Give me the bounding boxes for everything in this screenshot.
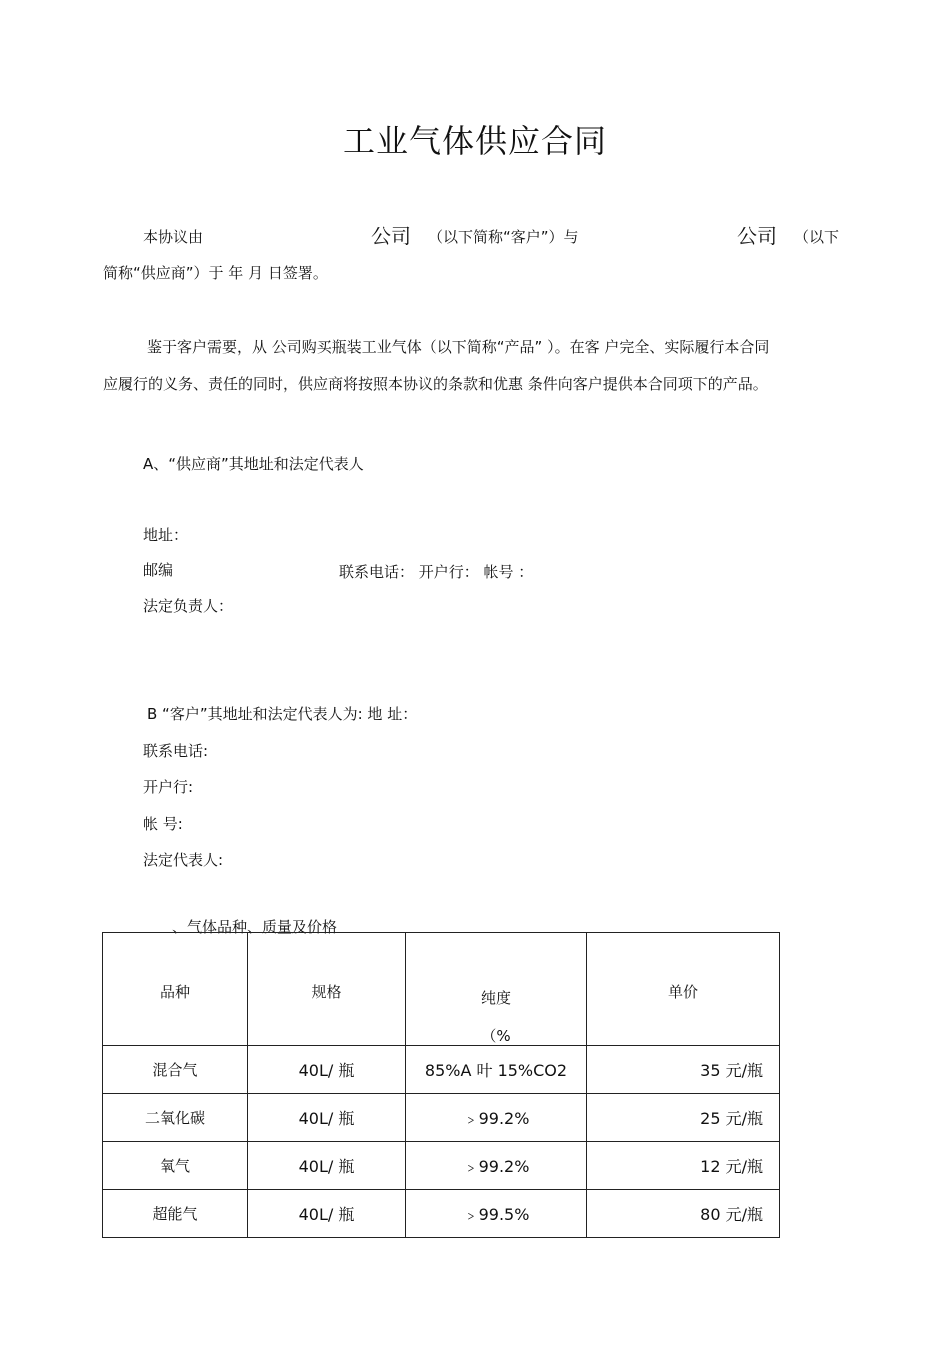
- table-row: [103, 1094, 780, 1142]
- customer-phone-label: 联系电话:: [143, 742, 209, 760]
- customer-account-label: 帐 号:: [143, 815, 183, 833]
- row-variety: 二氧化碳: [103, 1094, 248, 1142]
- row-price: 80 元/瓶: [587, 1190, 780, 1238]
- supplier-postcode-label: 邮编: [143, 561, 174, 579]
- header-variety-cell: [103, 933, 248, 1046]
- header-price: 单价: [667, 983, 698, 1001]
- row-purity: ﹥99.5%: [406, 1190, 587, 1238]
- table-row: [103, 1190, 780, 1238]
- intro-prefix: 本协议由: [143, 228, 204, 246]
- intro-suffix: （以下: [794, 228, 840, 246]
- row-variety: 混合气: [103, 1046, 248, 1094]
- row-price: 25 元/瓶: [587, 1094, 780, 1142]
- row-price: 12 元/瓶: [587, 1142, 780, 1190]
- header-purity: 纯度: [480, 989, 511, 1007]
- row-spec: 40L/ 瓶: [248, 1046, 406, 1094]
- header-purity-unit: （%: [481, 1027, 511, 1045]
- row-purity: ﹥99.2%: [406, 1142, 587, 1190]
- section-a-heading: A、“供应商”其地址和法定代表人: [143, 455, 364, 473]
- row-variety: 氧气: [103, 1142, 248, 1190]
- supplier-legal-person-label: 法定负责人：: [143, 597, 234, 615]
- header-spec-cell: [248, 933, 406, 1046]
- supplier-phone-bank-account-label: 联系电话： 开户行： 帐号 ：: [339, 563, 534, 581]
- customer-legal-rep-label: 法定代表人:: [143, 851, 224, 869]
- page-title: 工业气体供应合同: [342, 122, 607, 160]
- page-bottom-margin: [0, 1240, 950, 1345]
- purpose-line2: 应履行的义务、责任的同时，供应商将按照本协议的条款和优惠 条件向客户提供本合同项下的产品。: [103, 375, 768, 393]
- row-price: 35 元/瓶: [587, 1046, 780, 1094]
- header-variety: 品种: [159, 983, 190, 1001]
- intro-company-b: 公司: [737, 224, 777, 248]
- row-purity: ﹥99.2%: [406, 1094, 587, 1142]
- row-spec: 40L/ 瓶: [248, 1142, 406, 1190]
- purpose-line1: 鉴于客户需要，从 公司购买瓶装工业气体（以下简称“产品” ）。在客 户完全、实际履行本合同: [147, 338, 770, 356]
- row-spec: 40L/ 瓶: [248, 1190, 406, 1238]
- header-spec: 规格: [311, 983, 342, 1001]
- supplier-address-label: 地址：: [143, 526, 189, 544]
- customer-bank-label: 开户行:: [143, 778, 194, 796]
- table-title: 、气体品种、质量及价格: [172, 918, 338, 936]
- header-purity-cell: [406, 933, 587, 1046]
- table-header-row: [103, 933, 780, 1046]
- section-b-heading: B “客户”其地址和法定代表人为: 地 址：: [147, 705, 418, 723]
- row-purity: 85%A 叶 15%CO2: [406, 1046, 587, 1094]
- row-variety: 超能气: [103, 1190, 248, 1238]
- intro-company-a: 公司: [371, 224, 411, 248]
- intro-line2: 简称“供应商”）于 年 月 日签署。: [103, 264, 328, 282]
- gas-price-table: [102, 932, 780, 1238]
- table-row: [103, 1046, 780, 1094]
- header-price-cell: [587, 933, 780, 1046]
- intro-mid: （以下简称“客户”）与: [428, 228, 579, 246]
- table-row: [103, 1142, 780, 1190]
- row-spec: 40L/ 瓶: [248, 1094, 406, 1142]
